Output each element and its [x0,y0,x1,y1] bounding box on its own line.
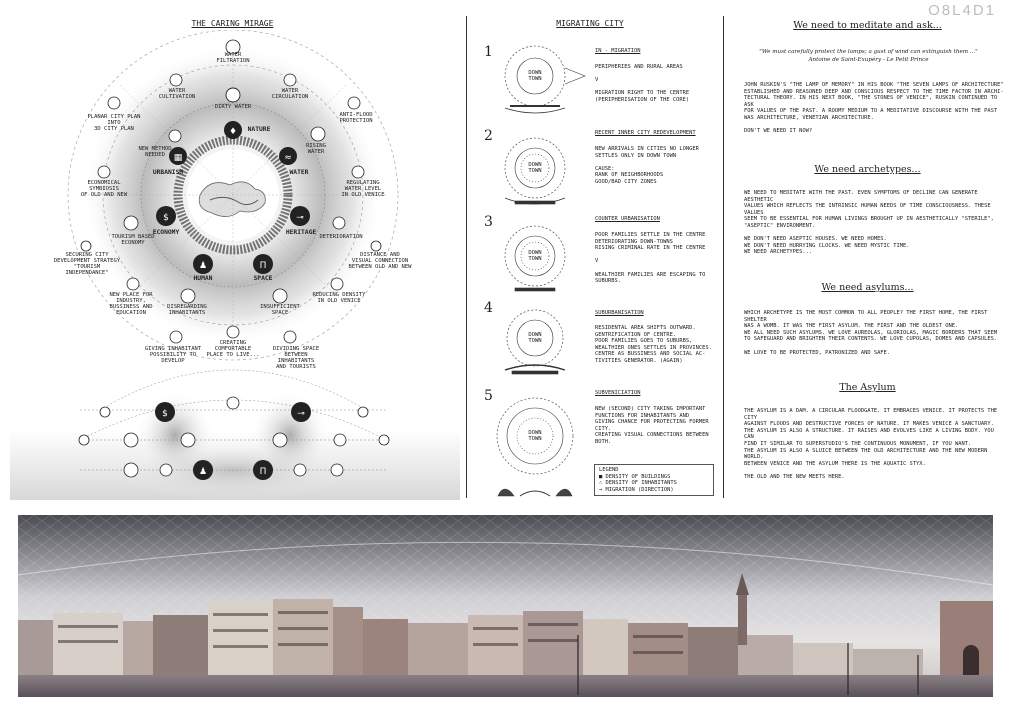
label-water: WATER [289,169,309,176]
svg-text:▦: ▦ [173,153,183,163]
legend-arrow-icon: → [599,486,606,493]
label-dirty-water: DIRTY WATER [214,104,252,110]
heading-meditate: We need to meditate and ask... [793,20,942,31]
label-giving-inhabitant: GIVING INHABITANT POSSIBILITY TO DEVELOP [144,346,202,364]
legend-square-icon: ■ [599,473,606,480]
step-5-heading: SUBVENICIATION [595,390,641,396]
label-securing-city: SECURING CITY DEVELOPMENT STRATEGY "TOURISM INDEPENDANCE" [53,252,121,276]
project-code: O8L4D1 [928,2,996,19]
label-water-cultivation: WATER CULTIVATION [158,88,196,100]
legend-item-buildings [599,474,709,481]
label-human: HUMAN [193,275,213,282]
caring-mirage-title: THE CARING MIRAGE [191,19,274,28]
heading-archetypes: We need archetypes... [814,164,921,175]
svg-text:⊸: ⊸ [296,213,304,223]
step-5-diagram [497,398,573,496]
panel-divider-left [466,16,467,498]
svg-text:≈: ≈ [284,153,292,163]
svg-text:Π: Π [259,261,267,271]
svg-text:⊸: ⊸ [297,409,305,419]
lagoon-water [18,675,993,697]
label-new-place: NEW PLACE FOR INDUSTRY, BUSSINESS AND EDUCATION [109,292,153,316]
legend-item-inhabitants [599,480,709,487]
step-4-number: 4 [484,300,493,316]
down-town-label-1: DOWN TOWN [528,70,542,82]
svg-text:Π: Π [259,467,267,477]
down-town-label-2: DOWN TOWN [528,162,542,174]
label-disregarding: DISREGARDING INHABITANTS [167,304,207,316]
legend-label-buildings: DENSITY OF BUILDINGS [605,473,671,480]
label-anti-flood: ANTI-FLOOD PROTECTION [339,112,373,124]
step-2-heading: RECENT INNER CITY REDEVELOPMENT [595,130,696,136]
label-insufficient-space: INSUFFICIENT SPACE [260,304,300,316]
label-tourism-economy: TOURISM BASED ECONOMY [111,234,155,246]
down-town-label-4: DOWN TOWN [528,332,542,344]
step-3-heading: COUNTER URBANISATION [595,216,660,222]
svg-text:♟: ♟ [198,261,208,271]
svg-text:♦: ♦ [228,127,238,137]
venice-panorama-image [18,515,993,697]
step-2-text: NEW ARRIVALS IN CITIES NO LONGER SETTLES ONLY IN DOWN TOWN CAUSE: RANK OF NEIGHBORHOODS GOOD/BAD CITY ZONES [595,146,699,185]
legend-dots-icon: ∴ [599,480,606,487]
heading-asylums: We need asylums... [821,282,914,293]
legend-item-migration [599,487,709,494]
label-space: SPACE [253,275,273,282]
label-rising-water: RISING WATER [306,143,326,155]
down-town-label-5: DOWN TOWN [528,430,542,442]
label-new-method: NEW METHOD NEEDED [138,146,172,158]
legend-label-inhabitants: DENSITY OF INHABITANTS [605,480,677,487]
step-5-number: 5 [484,388,493,404]
step-4-text: RESIDENTAL AREA SHIFTS OUTWARD. GENTRIFICATION OF CENTRE. POOR FAMILIES GOES TO SUBURBS, WEALTHIER ONES SETTLES IN PROVINCES. CENTRE AS BUSSINESS AND SOCIAL AC- TIVITIES GENERATOR. (AGAIN) [595,325,712,364]
step-1-heading: IN - MIGRATION [595,48,641,54]
panel-divider-right [723,16,724,498]
paragraph-archetypes: WE NEED TO MEDITATE WITH THE PAST. EVEN SYMPTOMS OF DECLINE CAN GENERATE AESTHETIC VALUES WHICH REFLECTS THE INTRINSIC HUMAN NEEDS OF TIME CONSCIOUSNESS. THESE VALUES SEEM TO BE ESSENTIAL FOR HUMAN LIVINGS BROUGHT UP IN AESTHETICALLY "STERILE", "ASEPTIC" ENVIRONMENT. WE DON'T NEED ASEPTIC HOUSES. WE NEED HOMES. WE DON'T NEED HURRYING CLOCKS. WE NEED MYSTIC TIME. WE NEED ARCHETYPES... [744,190,994,256]
label-heritage: HERITAGE [285,229,317,236]
label-reducing-density: REDUCING DENSITY IN OLD VENICE [312,292,366,304]
svg-text:$: $ [162,409,168,419]
step-2-number: 2 [484,128,493,144]
label-urbanism: URBANISM [152,169,184,176]
paragraph-the-asylum: THE ASYLUM IS A DAM. A CIRCULAR FLOODGATE. IT EMBRACES VENICE. IT PROTECTS THE CITY AGAINST FLOODS AND DESTRUCTIVE FORCES OF NATURE. IT MAKES VENICE A SANCTUARY. THE ASYLUM IS ALSO A STRUCTURE. IT RAISES AND EVOLVES LIKE A LIVING BODY. YOU CAN FIND IT SIMILAR TO SUPERSTUDIO'S THE CONTINUOUS MONUMENT, IF YOU WANT. THE ASYLUM IS ALSO A SLUICE BETWEEN THE OLD ARCHITECTURE AND THE NEW MODERN WORLD. BETWEEN VENICE AND THE ASYLUM THERE IS THE AQUATIC STYX. THE OLD AND THE NEW MEETS HERE. [744,408,998,480]
step-1-number: 1 [484,44,493,60]
legend-label-migration: MIGRATION (DIRECTION) [605,486,674,493]
step-3-number: 3 [484,214,493,230]
label-creating-comfortable: CREATING COMFORTABLE PLACE TO LIVE... [206,340,260,358]
label-water-filtration: WATER FILTRATION [216,52,250,64]
label-nature: NATURE [247,126,271,133]
saint-exupery-quote: "We must carefully protect the lamps; a gust of wind can extinguish them ..." Antoine de Saint-Exupéry - Le Petit Prince [759,49,978,63]
heading-the-asylum: The Asylum [839,382,896,393]
label-dividing-space: DIVIDING SPACE BETWEEN INHABITANTS AND TOURISTS [272,346,320,370]
label-deterioration: DETERIORATION [319,234,363,240]
step-3-text: POOR FAMILIES SETTLE IN THE CENTRE DETERIORATING DOWN-TOWNS RISING CRIMINAL RATE IN THE CENTRE V WEALTHIER FAMILIES ARE ESCAPING TO SUBURBS. [595,232,706,285]
step-5-text: NEW (SECOND) CITY TAKING IMPORTANT FUNCTIONS FOR INHABITANTS AND GIVING CHANCE FOR PROTECTING FORMER CITY. CREATING VISUAL CONNECTIONS BETWEEN BOTH. [595,406,709,445]
svg-text:♟: ♟ [198,467,208,477]
paragraph-asylums: WHICH ARCHETYPE IS THE MOST COMMON TO ALL PEOPLE? THE FIRST HOME, THE FIRST SHELTER WAS A WOMB. IT WAS THE FIRST ASYLUM. THE FIRST AND THE OLDEST ONE. WE ALL NEED SUCH ASYLUMS. WE LOVE AUREOLAS, GLORIOLAS, MAGIC BORDERS THAT SEEM TO SAFEGUARD AND BRIGHTEN THEIR CONTENTS. WE LOVE CUPOLAS, DOMES AND CAPSULES. WE LOVE TO BE PROTECTED, PATRONIZED AND SAFE. [744,310,998,356]
label-regulating-water: REGULATING WATER LEVEL IN OLD VENICE [341,180,385,198]
label-planar-city: PLANAR CITY PLAN INTO 3D CITY PLAN [87,114,141,132]
label-economy: ECONOMY [152,229,180,236]
step-4-heading: SUBURBANISATION [595,310,644,316]
down-town-label-3: DOWN TOWN [528,250,542,262]
label-economical-symbiosis: ECONOMICAL SYMBIOSIS OF OLD AND NEW [80,180,128,198]
legend-title: LEGEND [599,467,619,473]
paragraph-ruskin: JOHN RUSKIN'S "THE LAMP OF MEMORY" IN HIS BOOK "THE SEVEN LAMPS OF ARCHITECTURE" ESTABLISHED AND REASONED DEEP AND CONSCIOUS RESPECT TO THE TIME FACTOR IN ARCHI- TECTURAL THEORY. IN HIS NEXT BOOK, "THE STONES OF VENICE", RUSKIN CONTINUED TO ASK FOR VALUES OF THE PAST. A ROOMY MEDIUM TO A MEDITATIVE DISCOURSE WITH THE PAST WAS ARCHITECTURE, VENETIAN ARCHITECTURE. DON'T WE NEED IT NOW? [744,82,1004,135]
svg-text:$: $ [163,213,169,223]
step-1-text: PERIPHERIES AND RURAL AREAS V MIGRATION RIGHT TO THE CENTRE (PERIPHERISATION OF THE CORE) [595,64,690,103]
migrating-city-title: MIGRATING CITY [556,19,624,28]
label-water-circulation: WATER CIRCULATION [271,88,309,100]
label-distance-visual: DISTANCE AND VISUAL CONNECTION BETWEEN OLD AND NEW [348,252,412,270]
legend [594,464,714,496]
